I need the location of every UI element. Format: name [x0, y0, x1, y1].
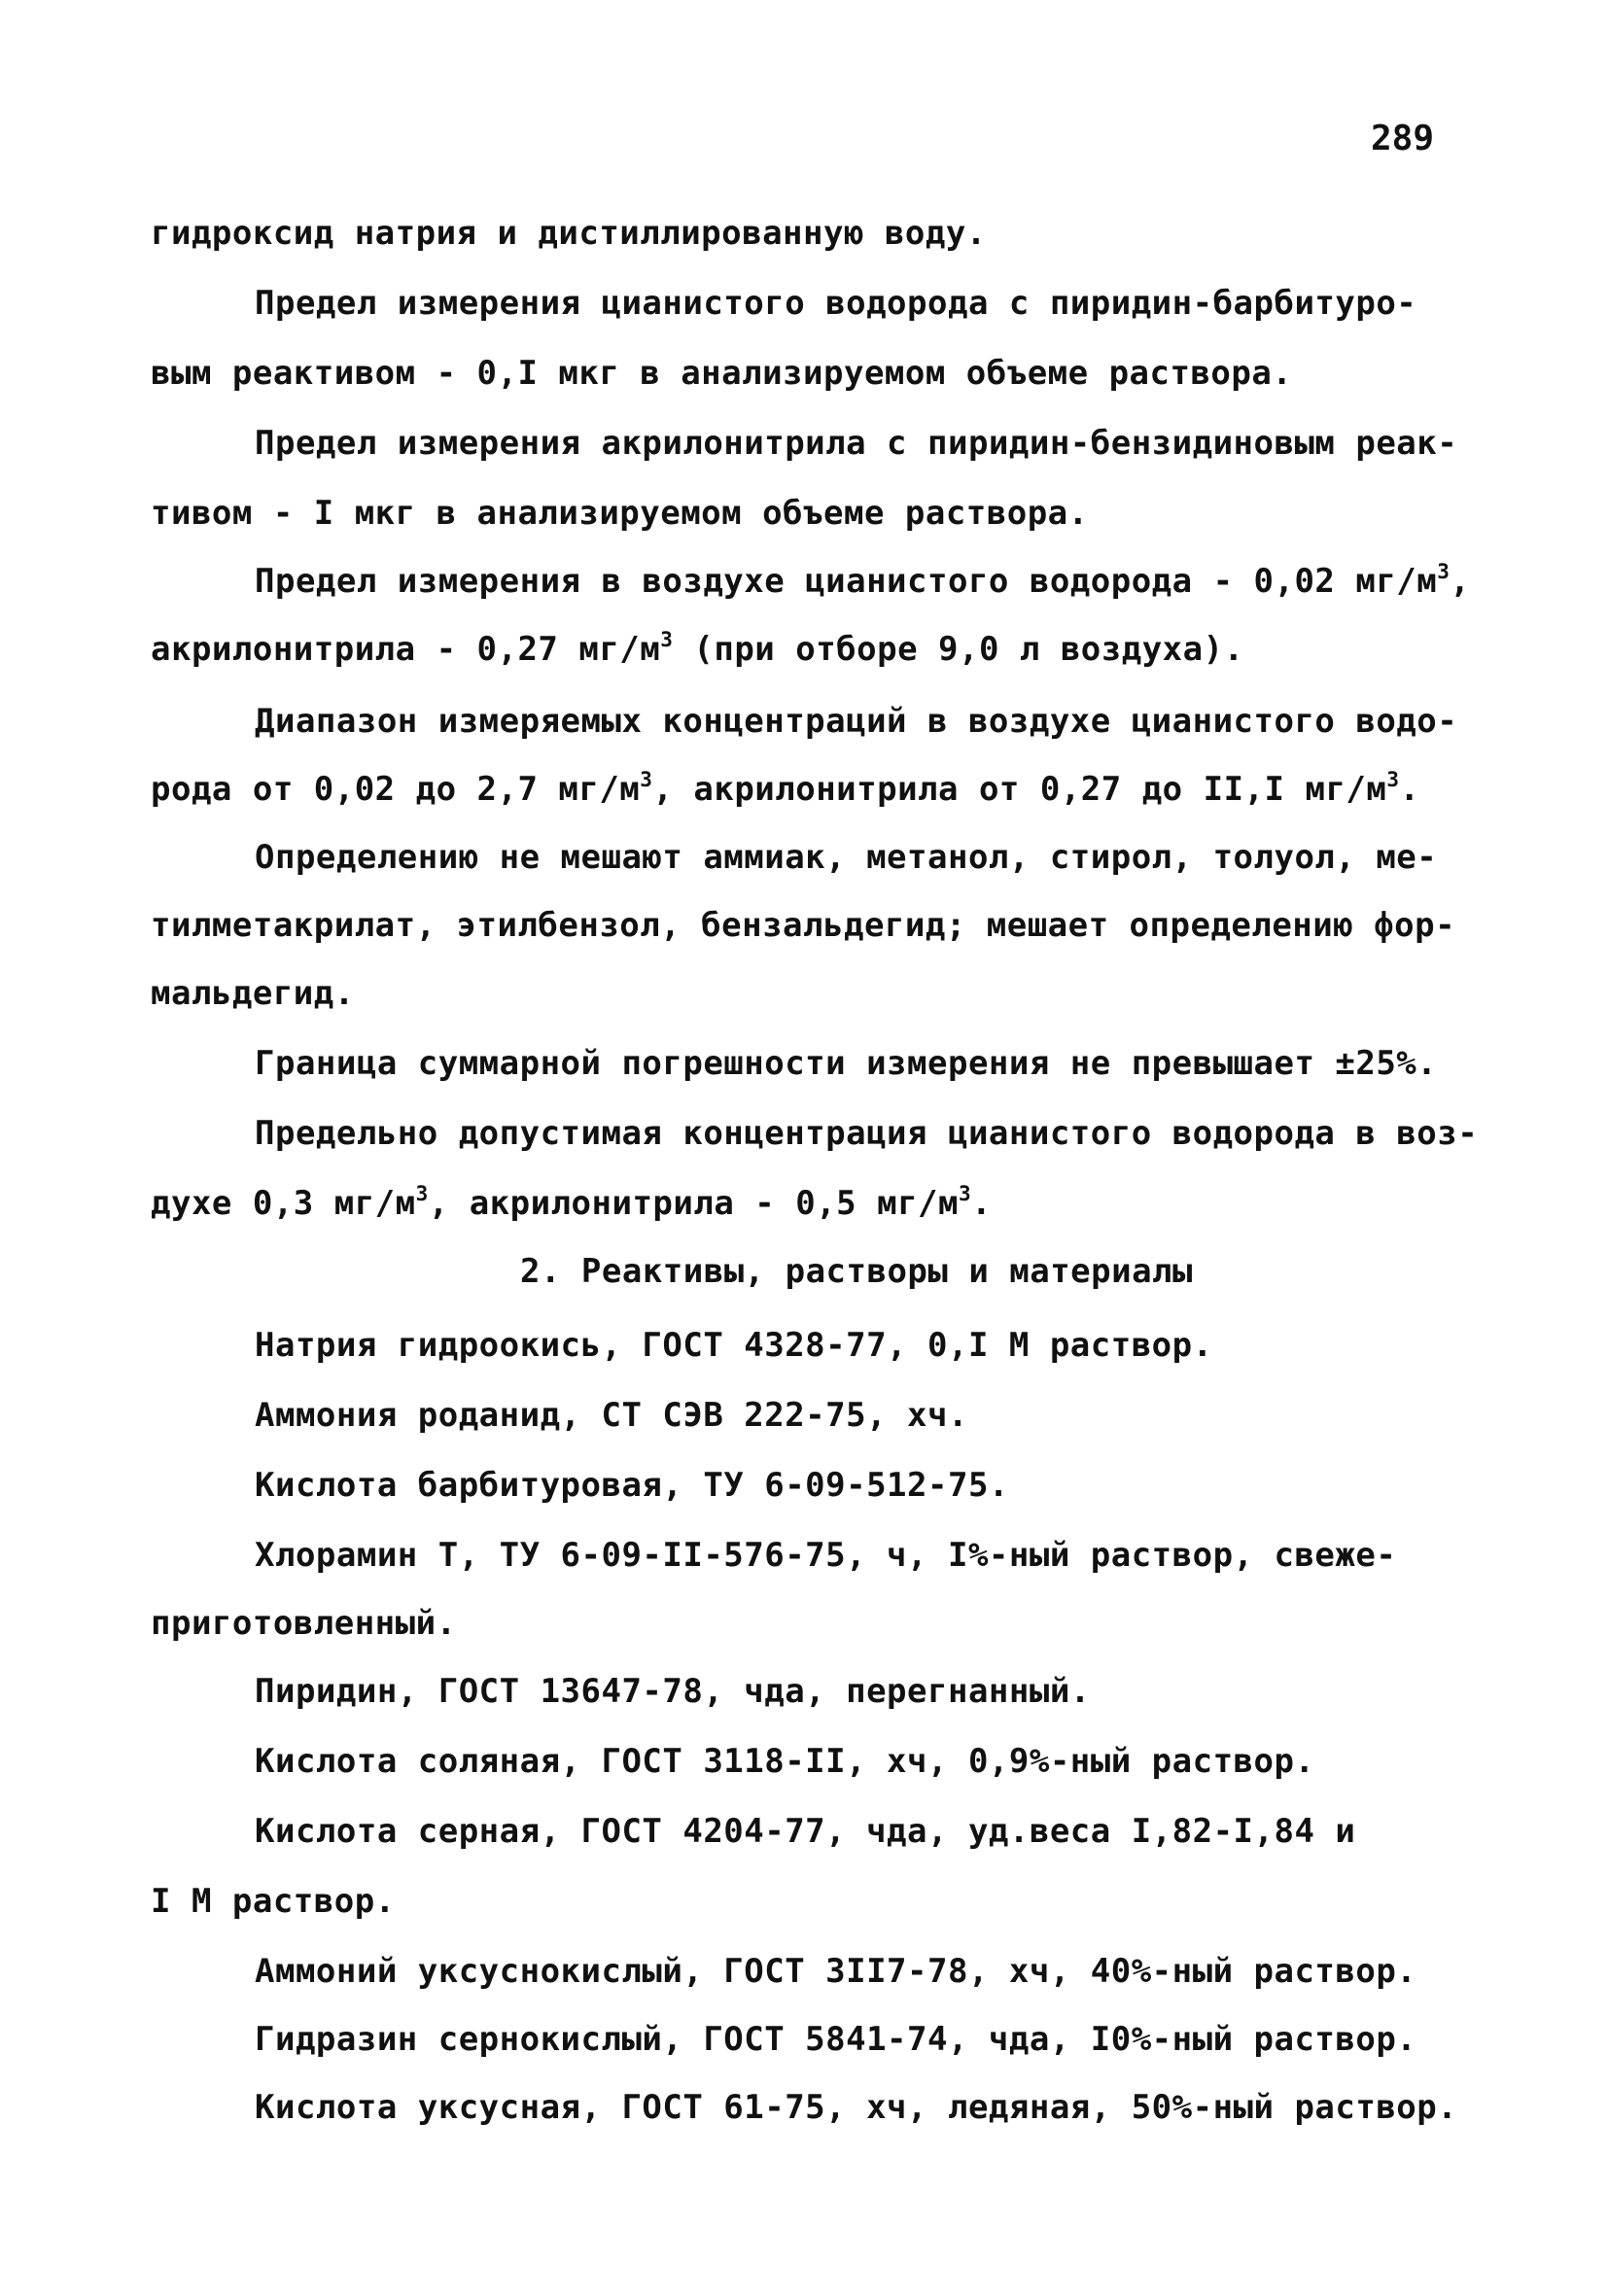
text-line-6: Предел измерения в воздухе цианистого водорода - 0,02 $мг/м^3$, [255, 560, 1471, 601]
text-line-14: Предельно допустимая концентрация цианистого водорода в воз- [255, 1114, 1479, 1153]
reagent-line-9: Гидразин сернокислый, ГОСТ 5841-74, чда, I0%-ный раствор. [255, 2020, 1417, 2059]
reagent-line-7: Кислота серная, ГОСТ 4204-77, чда, уд.веса I,82-I,84 и [255, 1812, 1356, 1851]
section-heading: 2. Реактивы, растворы и материалы [520, 1252, 1194, 1291]
text-line-11: тилметакрилат, этилбензол, бензальдегид; мешает определению фор- [151, 906, 1456, 945]
page-number: 289 [1371, 119, 1435, 158]
reagent-line-4-cont: приготовленный. [151, 1604, 457, 1643]
reagent-line-6: Кислота соляная, ГОСТ 3118-II, хч, 0,9%-ный раствор. [255, 1742, 1315, 1781]
text-line-15: духе 0,3 $мг/м^3$, акрилонитрила - 0,5 $мг/м^3$. [151, 1182, 993, 1223]
text-line-1: гидроксид натрия и дистиллированную воду. [151, 214, 987, 253]
text-line-3: вым реактивом - 0,I мкг в анализируемом объеме раствора. [151, 354, 1293, 393]
text-line-13: Граница суммарной погрешности измерения не превышает ±25%. [255, 1044, 1438, 1083]
text-line-12: мальдегид. [151, 974, 355, 1013]
text-line-4: Предел измерения акрилонитрила с пиридин-бензидиновым реак- [255, 424, 1458, 463]
reagent-line-1: Натрия гидроокись, ГОСТ 4328-77, 0,I М раствор. [255, 1326, 1213, 1365]
reagent-line-7-cont: I М раствор. [151, 1882, 396, 1921]
text-line-8: Диапазон измеряемых концентраций в воздухе цианистого водо- [255, 702, 1458, 741]
text-line-5: тивом - I мкг в анализируемом объеме раствора. [151, 494, 1089, 533]
reagent-line-3: Кислота барбитуровая, ТУ 6-09-512-75. [255, 1466, 1009, 1505]
text-line-10: Определению не мешают аммиак, метанол, стирол, толуол, ме- [255, 838, 1438, 877]
reagent-line-8: Аммоний уксуснокислый, ГОСТ 3II7-78, хч, 40%-ный раствор. [255, 1952, 1417, 1991]
reagent-line-2: Аммония роданид, СТ СЭВ 222-75, хч. [255, 1396, 968, 1435]
reagent-line-10: Кислота уксусная, ГОСТ 61-75, хч, ледяная, 50%-ный раствор. [255, 2088, 1458, 2127]
reagent-line-5: Пиридин, ГОСТ 13647-78, чда, перегнанный. [255, 1672, 1091, 1711]
reagent-line-4: Хлорамин Т, ТУ 6-09-II-576-75, ч, I%-ный раствор, свеже- [255, 1536, 1397, 1575]
text-line-7: акрилонитрила - 0,27 $мг/м^3$ (при отборе 9,0 л воздуха). [151, 628, 1244, 669]
text-line-2: Предел измерения цианистого водорода с пиридин-барбитуро- [255, 284, 1417, 323]
text-line-9: рода от 0,02 до 2,7 $мг/м^3$, акрилонитрила от 0,27 до II,I $мг/м^3$. [151, 768, 1420, 809]
